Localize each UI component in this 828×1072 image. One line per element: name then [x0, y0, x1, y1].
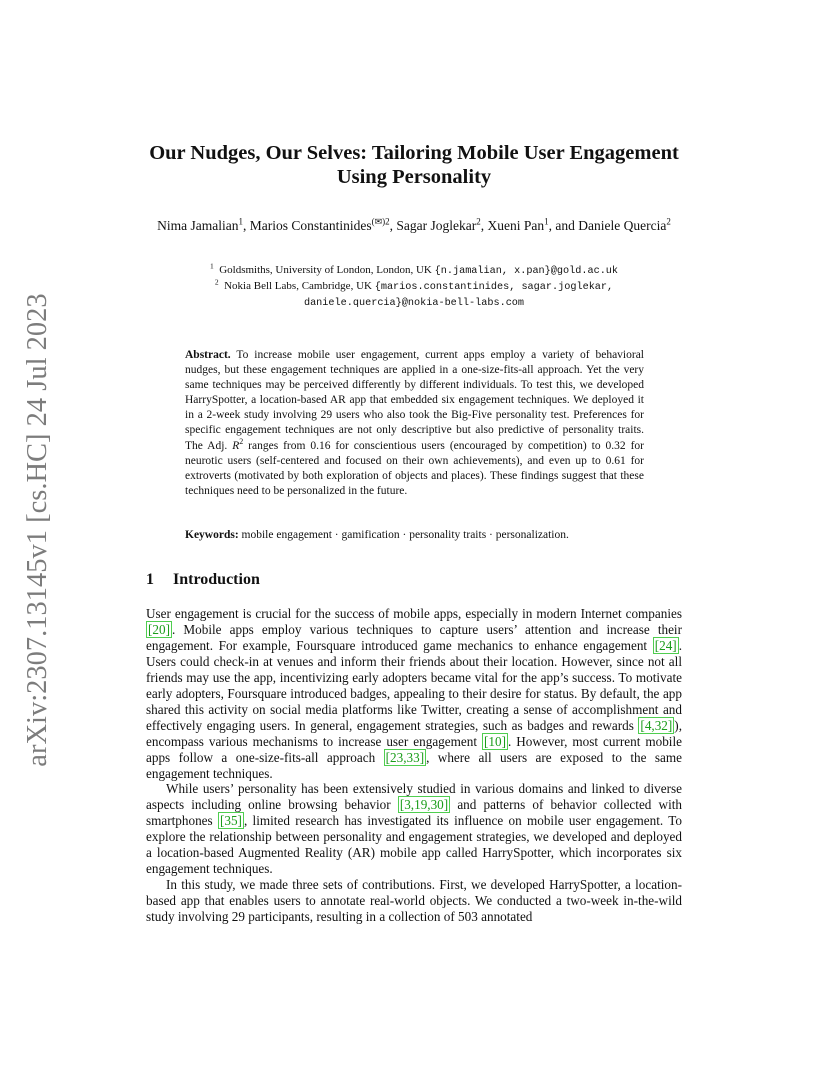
paragraph-text: and patterns of behavior collected with smartphones: [146, 797, 682, 829]
paper-title: Our Nudges, Our Selves: Tailoring Mobile User Engagement Using Personality: [149, 142, 679, 188]
affiliation-email: {marios.constantinides, sagar.joglekar, daniele.quercia}@nokia-bell-labs.com: [303, 282, 614, 309]
paragraph-text: , limited research has investigated its influence on mobile user engagement. To explore the relationship between personality and engagement strategies, we developed and deployed a location-based Augmented Reality (AR) mobile app called HarrySpotter, which incorporates six engagement techniques.: [146, 813, 682, 877]
citation-link[interactable]: [10]: [484, 733, 506, 749]
r-squared-exponent: 2: [239, 436, 244, 446]
author-name: Sagar Joglekar: [396, 218, 477, 233]
affiliation-mark: 2: [214, 277, 219, 287]
arxiv-side-identifier: [18, 295, 58, 765]
author-name: Nima Jamalian: [157, 218, 239, 233]
paragraph-text: While users’ personality has been extensively studied in various domains and linked to diverse aspects including online browsing behavior: [146, 781, 682, 813]
citation-link[interactable]: [4,32]: [640, 717, 673, 733]
keywords-text: mobile engagement · gamification · personality traits · personalization.: [238, 529, 569, 541]
affiliation-email: {n.jamalian, x.pan}@gold.ac.uk: [434, 266, 619, 277]
paragraph: [146, 781, 682, 877]
paragraph: [146, 877, 682, 925]
author-list: Nima Jamalian$^1$, Marios Constantinides$^{(✉)2}$, Sagar Joglekar$^2$, Xueni Pan$^1$, and Daniele Quercia$^2$: [157, 216, 671, 233]
author-name: Xueni Pan: [487, 218, 545, 233]
author-affil-mark: 2: [666, 216, 671, 227]
author-name: Daniele Quercia: [578, 218, 667, 233]
affiliations: [146, 263, 682, 311]
paragraph-text: ), encompass various mechanisms to increase user engagement: [146, 717, 682, 749]
arxiv-id-text: arXiv:2307.13145v1 [cs.HC] 24 Jul 2023: [22, 293, 53, 767]
introduction-body: [146, 606, 682, 925]
keywords: [185, 528, 655, 543]
r-squared-symbol: R: [232, 439, 240, 452]
abstract: [185, 348, 644, 499]
affiliation-text: Nokia Bell Labs, Cambridge, UK: [224, 280, 375, 292]
citation-link[interactable]: [20]: [148, 621, 170, 637]
section-number: 1: [146, 571, 154, 588]
author-affil-mark: 2: [476, 216, 481, 227]
citation-link[interactable]: [23,33]: [385, 749, 425, 765]
citation-link[interactable]: [35]: [219, 813, 242, 829]
affiliation-1: [146, 263, 682, 279]
abstract-label: Abstract.: [185, 349, 231, 361]
citation-link[interactable]: [24]: [654, 637, 677, 653]
paragraph-text: . However, most current mobile apps follow a one-size-fits-all approach: [146, 733, 682, 765]
abstract-text: To increase mobile user engagement, current apps employ a variety of behavioral nudges, but these engagement techniques are applied in a one-size-fits-all approach. Yet the very same techniques may be perceived differently by different individuals. To test this, we developed HarrySpotter, a location-based AR app that embedded six engagement techniques. We deployed it in a 2-week study involving 29 users who also took the Big-Five personality test. Preferences for specific engagement techniques are not only descriptive but also predictive of personality traits. The Adj.: [185, 349, 644, 452]
section-heading: [146, 570, 260, 590]
paragraph-text: , where all users are exposed to the same engagement techniques.: [146, 749, 682, 781]
paragraph-text: In this study, we made three sets of contributions. First, we developed HarrySpotter, a location-based app that enables users to annotate real-world objects. We conducted a two-week in-the-wild study involving 29 participants, resulting in a collection of 503 annotated: [146, 877, 682, 925]
author-name: Marios Constantinides: [249, 218, 372, 233]
keywords-label: Keywords:: [185, 529, 239, 541]
author-affil-mark: 1: [238, 216, 243, 227]
author-affil-mark: (✉)2: [371, 216, 390, 227]
abstract-text: ranges from 0.16 for conscientious users (encouraged by competition) to 0.32 for neurotic users (self-centered and focused on their own achievements), and even up to 0.61 for extroverts (motivated by both exploration of objects and places). These findings suggest that these techniques need to be personalized in the future.: [185, 439, 644, 497]
affiliation-mark: 1: [209, 261, 214, 271]
paragraph-text: User engagement is crucial for the success of mobile apps, especially in modern Internet companies: [146, 606, 682, 621]
paragraph: [146, 606, 682, 781]
section-title: Introduction: [173, 571, 260, 588]
citation-link[interactable]: [3,19,30]: [399, 797, 449, 813]
affiliation-text: Goldsmiths, University of London, London, UK: [219, 264, 435, 276]
affiliation-2: [146, 279, 682, 311]
paragraph-text: . Mobile apps employ various techniques to capture users’ attention and increase their engagement. For example, Foursquare introduced game mechanics to enhance engagement: [146, 621, 682, 653]
author-affil-mark: 1: [544, 216, 549, 227]
paragraph-text: . Users could check-in at venues and inform their friends about their location. However, since not all friends may use the app, incentivizing early adopters became vital for the app’s success. To motivate early adopters, Foursquare introduced badges, appealing to their desire for status. By default, the app shared this activity on social media platforms like Twitter, creating a sense of accomplishment and effectively engaging users. In general, engagement strategies, such as badges and rewards: [146, 637, 682, 733]
